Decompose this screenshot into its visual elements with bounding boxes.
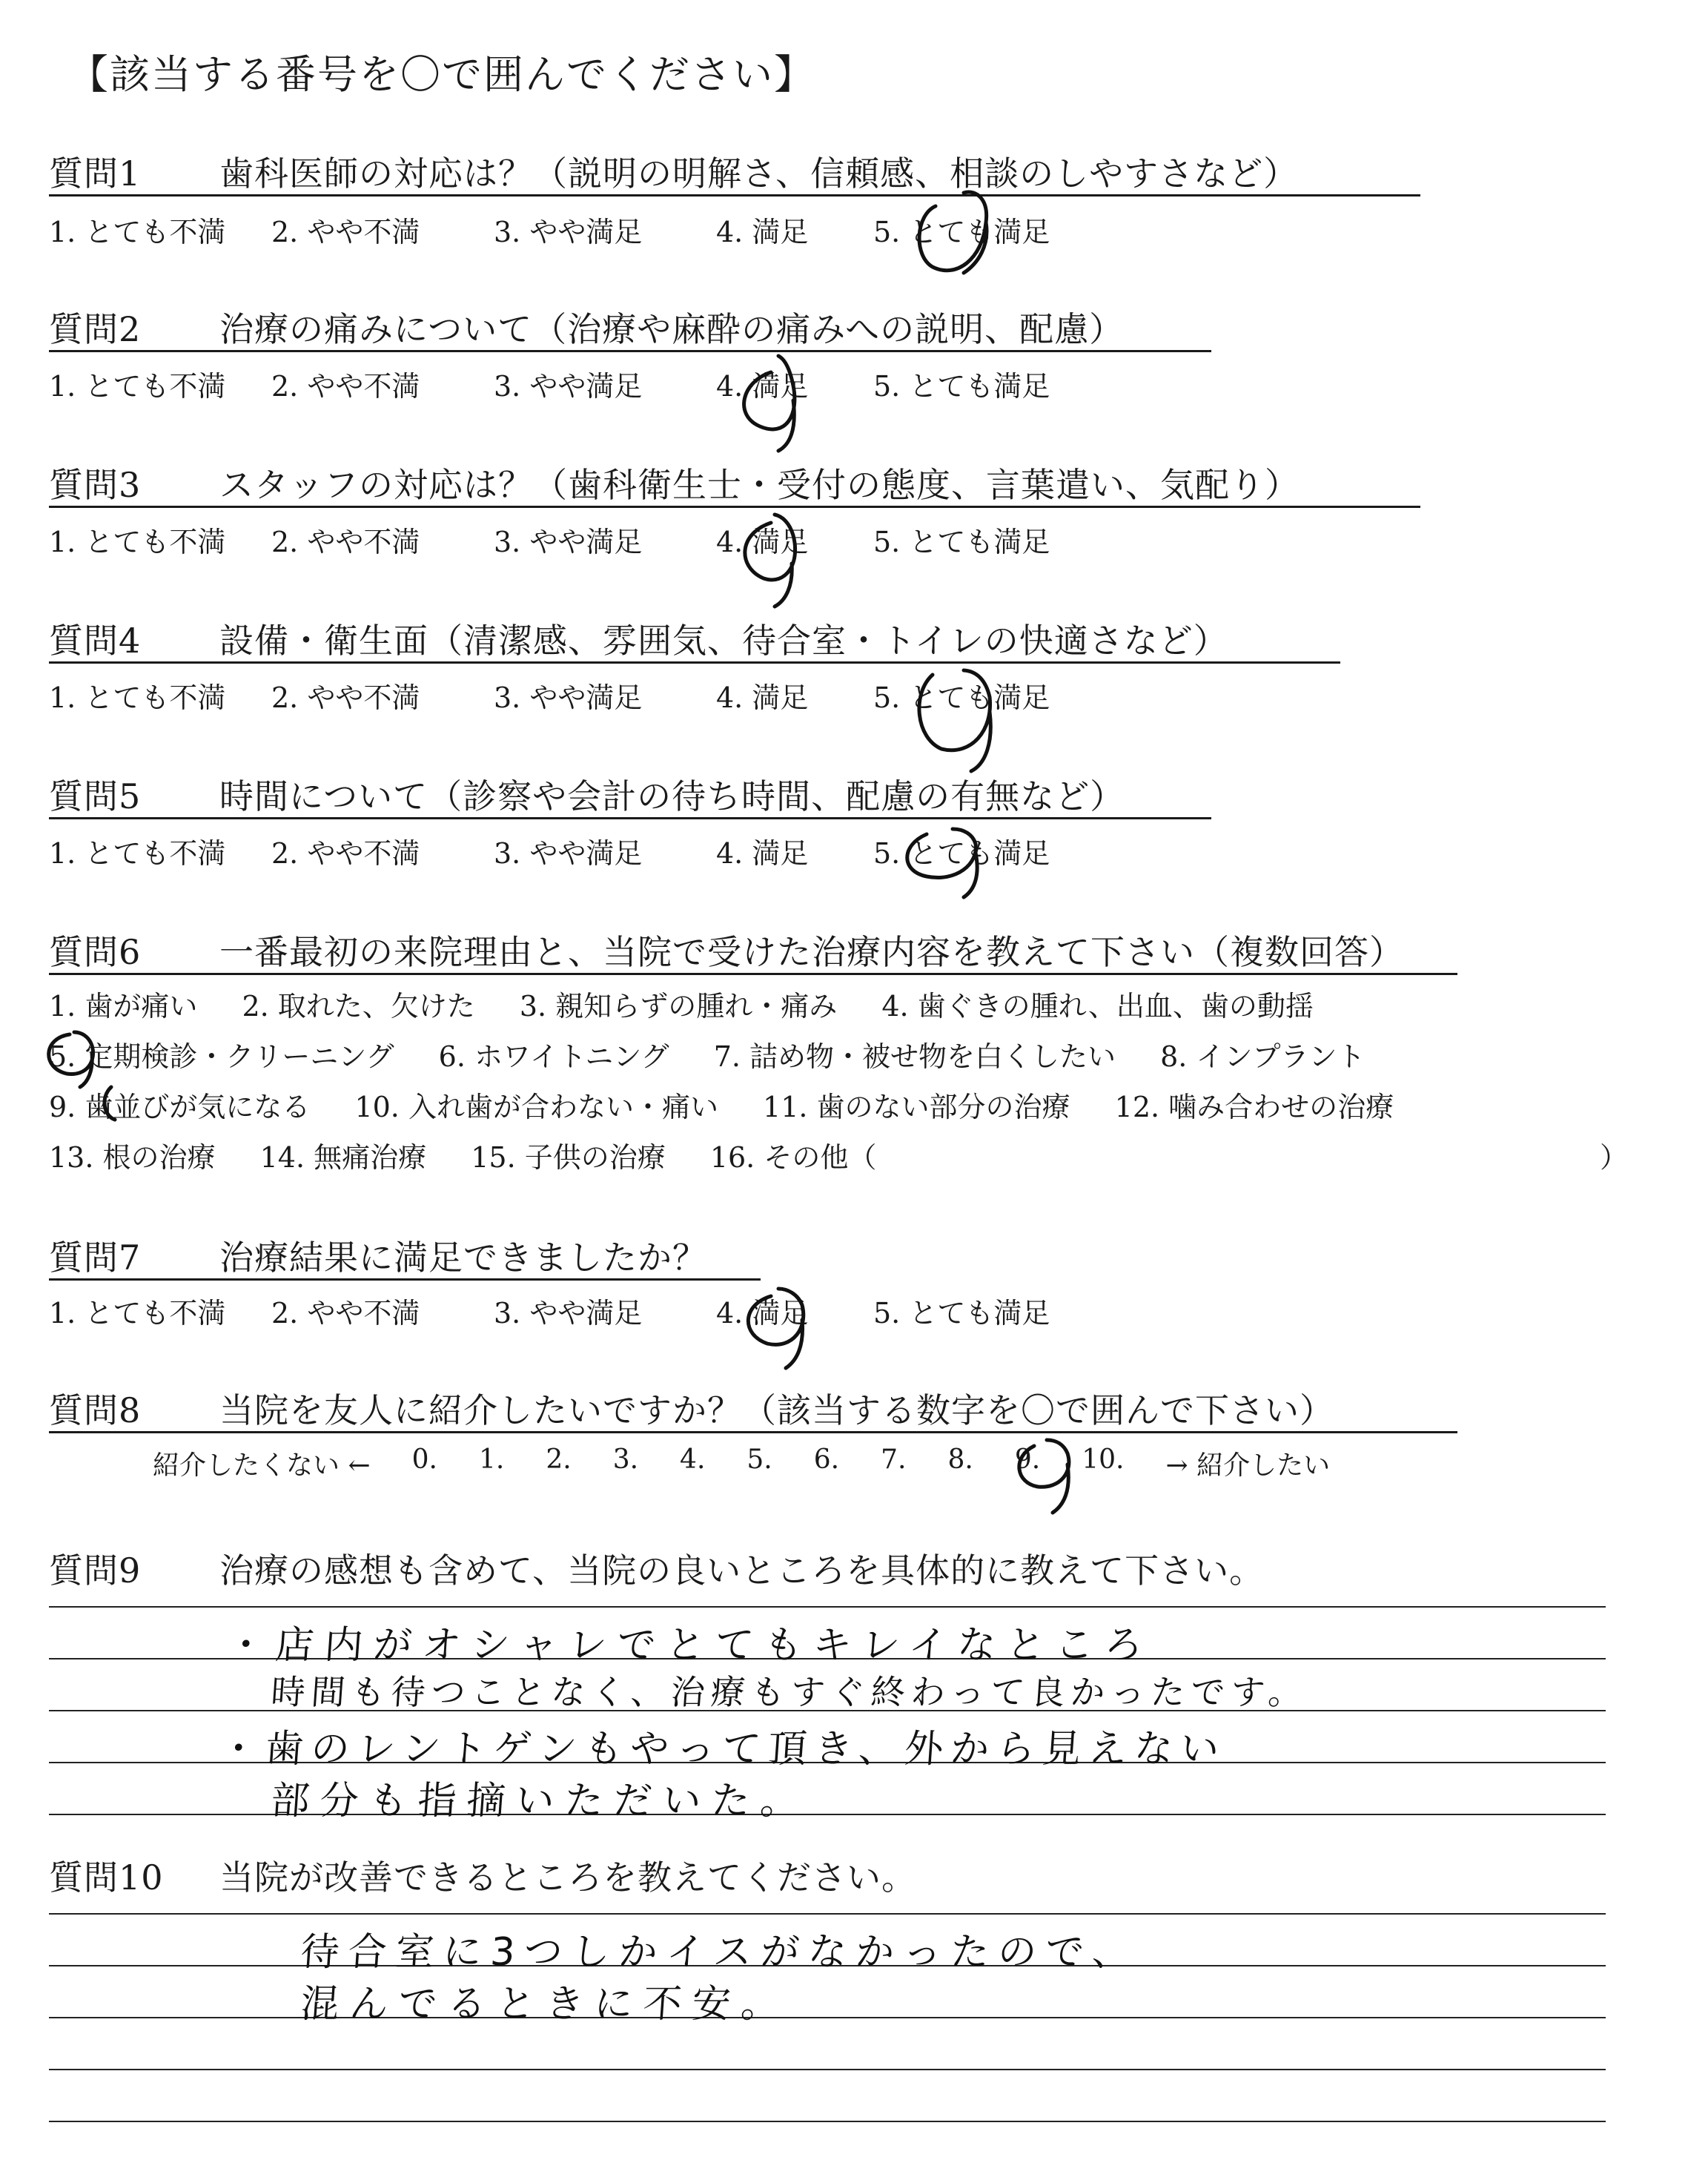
q6-option-14[interactable]: 14. 無痛治療 — [259, 1141, 427, 1174]
option-5[interactable]: 5. とても満足 — [873, 216, 1050, 248]
question-5 — [49, 770, 1125, 819]
question-9 — [49, 1544, 1264, 1593]
answer-line — [49, 2017, 1606, 2018]
scale-6[interactable]: 6. — [813, 1444, 840, 1475]
option-5[interactable]: 5. とても満足 — [873, 370, 1050, 403]
option-2[interactable]: 2. やや不満 — [271, 837, 420, 870]
question-text: 治療の感想も含めて、当院の良いところを具体的に教えて下さい。 — [219, 1550, 1265, 1591]
scale-1[interactable]: 1. — [478, 1444, 505, 1475]
option-2[interactable]: 2. やや不満 — [271, 216, 420, 248]
question-text: 設備・衛生面（清潔感、雰囲気、待合室・トイレの快適さなど） — [219, 621, 1228, 661]
question-number: 質問10 — [49, 1857, 164, 1898]
question-text: 歯科医師の対応は？（説明の明解さ、信頼感、相談のしやすさなど） — [219, 153, 1299, 194]
question-underline — [49, 194, 1420, 196]
scale-0[interactable]: 0. — [411, 1444, 437, 1475]
q6-option-10[interactable]: 10. 入れ歯が合わない・痛い — [354, 1091, 718, 1123]
option-5[interactable]: 5. とても満足 — [873, 837, 1050, 870]
option-5[interactable]: 5. とても満足 — [873, 526, 1050, 558]
handwritten-answer-line: ・店内がオシャレでとてもキレイなところ — [225, 1623, 1155, 1668]
option-5[interactable]: 5. とても満足 — [873, 1297, 1050, 1330]
scale-5[interactable]: 5. — [747, 1444, 772, 1475]
question-2 — [49, 303, 1124, 351]
option-3[interactable]: 3. やや満足 — [494, 1297, 643, 1330]
question-text: 治療結果に満足できましたか？ — [219, 1238, 707, 1278]
q6-option-7[interactable]: 7. 詰め物・被せ物を白くしたい — [713, 1040, 1116, 1073]
question-underline — [49, 973, 1457, 975]
handwritten-answer-line: 時間も待つことなく、治療もすぐ終わって良かったです。 — [269, 1672, 1310, 1712]
option-4[interactable]: 4. 満足 — [716, 216, 809, 248]
question-text: 当院が改善できるところを教えてください。 — [219, 1857, 916, 1898]
scale-3[interactable]: 3. — [612, 1444, 639, 1475]
answer-line — [49, 2069, 1606, 2070]
handwritten-answer-line: ・歯のレントゲンもやって頂き、外から見えない — [217, 1727, 1228, 1771]
question-7 — [49, 1231, 707, 1280]
option-2[interactable]: 2. やや不満 — [271, 370, 420, 403]
scale-7[interactable]: 7. — [881, 1444, 907, 1475]
question-text: スタッフの対応は？（歯科衛生士・受付の態度、言葉遣い、気配り） — [219, 465, 1300, 505]
answer-line — [49, 2121, 1606, 2122]
question-text: 当院を友人に紹介したいですか？（該当する数字を〇で囲んで下さい） — [219, 1390, 1334, 1430]
scale-9[interactable]: 9. — [1014, 1444, 1041, 1475]
question-number: 質問3 — [49, 465, 142, 505]
q6-option-11[interactable]: 11. 歯のない部分の治療 — [763, 1091, 1070, 1123]
question-number: 質問1 — [49, 153, 142, 194]
question-3 — [49, 458, 1300, 507]
q1-options — [49, 209, 1050, 250]
q6-option-6[interactable]: 6. ホワイトニング — [438, 1040, 669, 1073]
question-number: 質問2 — [49, 309, 142, 349]
question-number: 質問4 — [49, 621, 142, 661]
answer-line — [49, 1606, 1606, 1608]
q6-options-row-2 — [49, 1034, 1400, 1074]
scale-left-label: 紹介したくない ← — [153, 1450, 371, 1481]
question-number: 質問6 — [49, 932, 142, 972]
option-3[interactable]: 3. やや満足 — [494, 837, 643, 870]
q6-options-row-3 — [49, 1084, 1429, 1125]
option-4[interactable]: 4. 満足 — [716, 681, 809, 714]
option-1[interactable]: 1. とても不満 — [49, 216, 226, 248]
option-1[interactable]: 1. とても不満 — [49, 526, 226, 558]
question-1 — [49, 147, 1298, 196]
q8-scale — [153, 1444, 1371, 1482]
q6-option-3[interactable]: 3. 親知らずの腫れ・痛み — [519, 990, 838, 1023]
question-underline — [49, 817, 1211, 819]
option-5[interactable]: 5. とても満足 — [873, 681, 1050, 714]
option-2[interactable]: 2. やや不満 — [271, 681, 420, 714]
scale-4[interactable]: 4. — [680, 1444, 706, 1475]
scale-2[interactable]: 2. — [546, 1444, 572, 1475]
question-10 — [49, 1851, 916, 1900]
question-number: 質問5 — [49, 776, 142, 816]
option-2[interactable]: 2. やや不満 — [271, 526, 420, 558]
q6-options-row-4 — [49, 1135, 912, 1175]
option-3[interactable]: 3. やや満足 — [494, 681, 643, 714]
q4-options — [49, 675, 1050, 716]
q3-options — [49, 519, 1050, 560]
option-4[interactable]: 4. 満足 — [716, 1297, 809, 1330]
q6-option-16[interactable]: 16. その他（ — [709, 1141, 877, 1174]
option-1[interactable]: 1. とても不満 — [49, 370, 226, 403]
option-3[interactable]: 3. やや満足 — [494, 216, 643, 248]
answer-line — [49, 1913, 1606, 1915]
question-underline — [49, 1278, 761, 1281]
question-text: 時間について（診察や会計の待ち時間、配慮の有無など） — [219, 776, 1125, 816]
scale-10[interactable]: 10. — [1082, 1444, 1125, 1475]
question-underline — [49, 506, 1420, 508]
q5-options — [49, 830, 1050, 871]
q6-option-9[interactable]: 9. 歯並びが気になる — [49, 1091, 311, 1123]
question-number: 質問9 — [49, 1550, 142, 1591]
q6-option-15[interactable]: 15. 子供の治療 — [471, 1141, 666, 1174]
question-underline — [49, 661, 1340, 664]
q6-option-4[interactable]: 4. 歯ぐきの腫れ、出血、歯の動揺 — [881, 990, 1314, 1023]
question-6 — [49, 925, 1404, 974]
q7-options — [49, 1290, 1050, 1331]
question-number: 質問7 — [49, 1238, 142, 1278]
q6-other-close-paren: ） — [1600, 1141, 1629, 1174]
q6-option-12[interactable]: 12. 噛み合わせの治療 — [1114, 1091, 1394, 1123]
option-4[interactable]: 4. 満足 — [716, 837, 809, 870]
question-text: 治療の痛みについて（治療や麻酔の痛みへの説明、配慮） — [219, 309, 1125, 349]
handwritten-answer-line: 混んでるときに不安。 — [299, 1982, 792, 2027]
option-4[interactable]: 4. 満足 — [716, 370, 809, 403]
option-2[interactable]: 2. やや不満 — [271, 1297, 420, 1330]
q6-option-1[interactable]: 1. 歯が痛い — [49, 990, 198, 1023]
option-3[interactable]: 3. やや満足 — [494, 370, 643, 403]
question-text: 一番最初の来院理由と、当院で受けた治療内容を教えて下さい（複数回答） — [219, 932, 1404, 972]
question-number: 質問8 — [49, 1390, 142, 1430]
q2-options — [49, 363, 1050, 404]
scale-right-label: → 紹介したい — [1165, 1450, 1331, 1481]
option-4[interactable]: 4. 満足 — [716, 526, 809, 558]
q6-option-13[interactable]: 13. 根の治療 — [49, 1141, 216, 1174]
option-1[interactable]: 1. とても不満 — [49, 1297, 226, 1330]
q6-option-8[interactable]: 8. インプラント — [1160, 1040, 1366, 1073]
question-underline — [49, 350, 1211, 352]
option-1[interactable]: 1. とても不満 — [49, 837, 226, 870]
option-1[interactable]: 1. とても不満 — [49, 681, 226, 714]
handwritten-answer-line: 部分も指摘いただいた。 — [269, 1779, 811, 1823]
page-title: 【該当する番号を〇で囲んでください】 — [68, 51, 815, 98]
q6-options-row-1 — [49, 983, 1349, 1024]
scale-8[interactable]: 8. — [947, 1444, 973, 1475]
q6-option-5[interactable]: 5. 定期検診・クリーニング — [49, 1040, 394, 1073]
handwritten-answer-line: 待合室に3つしかイスがなかったので、 — [299, 1930, 1142, 1975]
option-3[interactable]: 3. やや満足 — [494, 526, 643, 558]
question-underline — [49, 1431, 1457, 1433]
question-8 — [49, 1384, 1334, 1433]
question-4 — [49, 614, 1228, 663]
q6-option-2[interactable]: 2. 取れた、欠けた — [242, 990, 475, 1023]
